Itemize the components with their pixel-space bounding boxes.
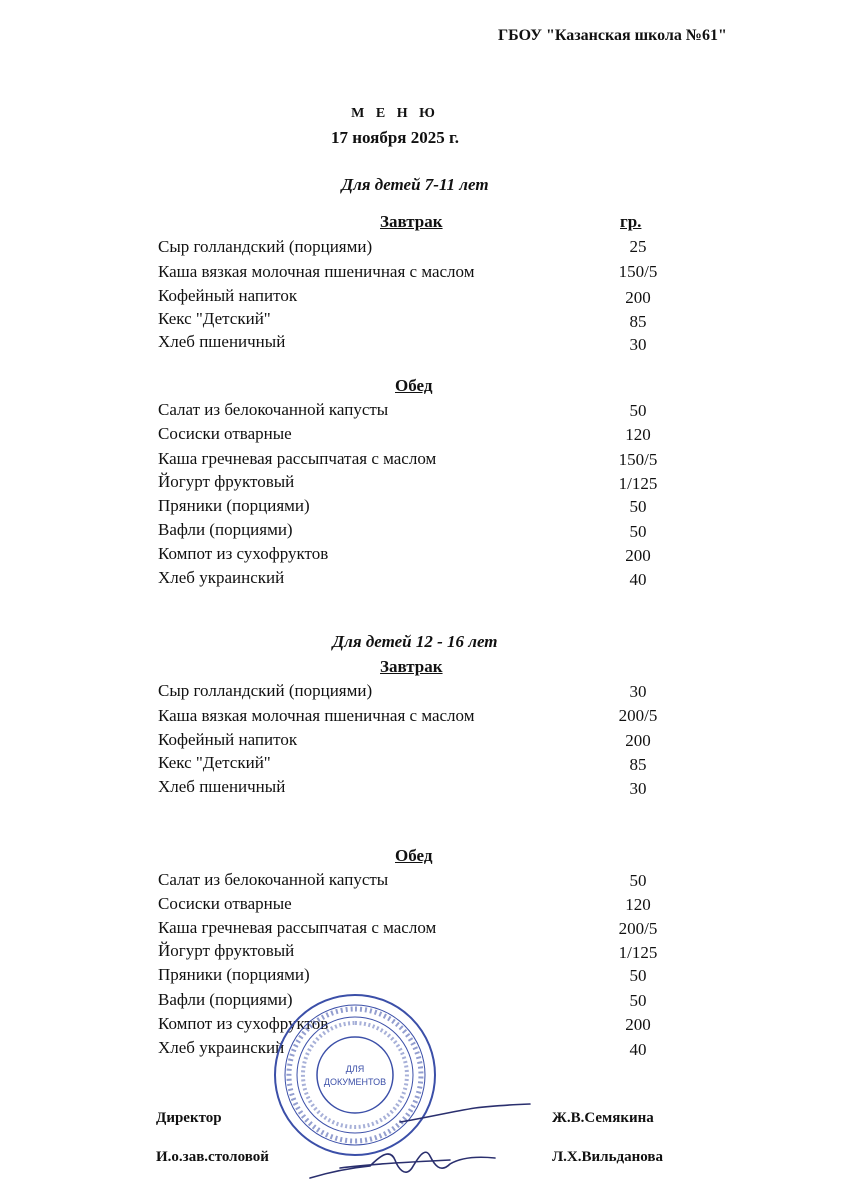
g2-lunch-item-qty: 120 — [625, 895, 651, 914]
canteen-signature-stroke — [310, 1152, 495, 1178]
signature-role-director: Директор — [156, 1110, 222, 1126]
g2-lunch-item-qty: 50 — [629, 871, 647, 890]
unit-label: гр. — [620, 212, 642, 231]
g1-lunch-item-name: Йогурт фруктовый — [158, 472, 295, 491]
g2-breakfast-item-name: Кофейный напиток — [158, 730, 298, 749]
g1-breakfast-item-name: Кофейный напиток — [158, 286, 298, 305]
g1-breakfast-item-name: Кекс "Детский" — [158, 309, 271, 328]
signature-role-canteen: И.о.зав.столовой — [156, 1149, 269, 1165]
g2-lunch-item-qty: 200/5 — [618, 919, 658, 938]
canteen-signature — [300, 1138, 500, 1190]
g1-lunch-item-qty: 50 — [629, 522, 647, 541]
g2-lunch-item-name: Хлеб украинский — [158, 1038, 285, 1057]
g2-lunch-item-name: Йогурт фруктовый — [158, 941, 295, 960]
g1-lunch-item-qty: 150/5 — [618, 450, 658, 469]
g2-breakfast-item-qty: 200/5 — [618, 706, 658, 725]
g1-lunch-item-qty: 40 — [629, 570, 647, 589]
g2-breakfast-item-name: Кекс "Детский" — [158, 753, 271, 772]
g1-lunch-item-name: Сосиски отварные — [158, 424, 292, 443]
g1-breakfast-item-qty: 85 — [629, 312, 647, 331]
menu-title: М Е Н Ю — [351, 106, 439, 121]
g2-breakfast-item-qty: 30 — [629, 779, 647, 798]
age-group-1-title: Для детей 7-11 лет — [341, 175, 489, 194]
g2-breakfast-item-qty: 30 — [629, 682, 647, 701]
g1-lunch-item-qty: 120 — [625, 425, 651, 444]
stamp-inner-line-1: ДЛЯ — [345, 1064, 365, 1074]
g2-lunch-item-name: Вафли (порциями) — [158, 990, 293, 1009]
g1-breakfast-item-name: Каша вязкая молочная пшеничная с маслом — [158, 262, 475, 281]
g2-lunch-item-name: Салат из белокочанной капусты — [158, 870, 389, 889]
g1-lunch-item-qty: 50 — [629, 497, 647, 516]
g2-breakfast-title: Завтрак — [380, 657, 443, 676]
g2-lunch-item-name: Пряники (порциями) — [158, 965, 310, 984]
g1-breakfast-item-qty: 30 — [629, 335, 647, 354]
g2-breakfast-item-name: Сыр голландский (порциями) — [158, 681, 373, 700]
g2-lunch-item-qty: 1/125 — [618, 943, 658, 962]
g2-lunch-item-name: Каша гречневая рассыпчатая с маслом — [158, 918, 437, 937]
g1-breakfast-item-name: Сыр голландский (порциями) — [158, 237, 373, 256]
g1-breakfast-item-qty: 25 — [629, 237, 647, 256]
stamp-inner-ring — [317, 1037, 393, 1113]
g2-lunch-item-name: Сосиски отварные — [158, 894, 292, 913]
menu-date: 17 ноября 2025 г. — [330, 128, 460, 147]
g1-lunch-item-qty: 200 — [625, 546, 651, 565]
age-group-2-title: Для детей 12 - 16 лет — [332, 632, 498, 651]
g2-lunch-item-qty: 200 — [625, 1015, 651, 1034]
g1-breakfast-item-name: Хлеб пшеничный — [158, 332, 286, 351]
g1-breakfast-item-qty: 150/5 — [618, 262, 658, 281]
g1-lunch-item-name: Вафли (порциями) — [158, 520, 293, 539]
signature-name-canteen: Л.Х.Вильданова — [552, 1149, 663, 1165]
director-signature-stroke — [400, 1104, 530, 1122]
g2-breakfast-item-name: Хлеб пшеничный — [158, 777, 286, 796]
stamp-inner-line-2: ДОКУМЕНТОВ — [323, 1077, 387, 1087]
signature-name-director: Ж.В.Семякина — [552, 1110, 654, 1126]
round-stamp — [272, 992, 438, 1158]
g2-breakfast-item-qty: 200 — [625, 731, 651, 750]
g1-lunch-item-qty: 50 — [629, 401, 647, 420]
g2-breakfast-item-name: Каша вязкая молочная пшеничная с маслом — [158, 706, 475, 725]
g1-lunch-item-name: Пряники (порциями) — [158, 496, 310, 515]
g2-lunch-item-qty: 50 — [629, 991, 647, 1010]
school-name: ГБОУ "Казанская школа №61" — [498, 27, 727, 44]
g1-lunch-item-name: Компот из сухофруктов — [158, 544, 329, 563]
director-signature — [395, 1098, 535, 1128]
g2-lunch-title: Обед — [395, 846, 433, 865]
stamp-outer-ring — [275, 995, 435, 1155]
g1-lunch-item-qty: 1/125 — [618, 474, 658, 493]
g1-lunch-item-name: Хлеб украинский — [158, 568, 285, 587]
g2-lunch-item-qty: 50 — [629, 966, 647, 985]
g2-lunch-item-name: Компот из сухофруктов — [158, 1014, 329, 1033]
g1-breakfast-title: Завтрак — [380, 212, 443, 231]
stamp-text-band-inner — [303, 1023, 407, 1127]
g1-lunch-title: Обед — [395, 376, 433, 395]
g1-lunch-item-name: Салат из белокочанной капусты — [158, 400, 389, 419]
g2-lunch-item-qty: 40 — [629, 1040, 647, 1059]
g1-breakfast-item-qty: 200 — [625, 288, 651, 307]
g2-breakfast-item-qty: 85 — [629, 755, 647, 774]
g1-lunch-item-name: Каша гречневая рассыпчатая с маслом — [158, 449, 437, 468]
